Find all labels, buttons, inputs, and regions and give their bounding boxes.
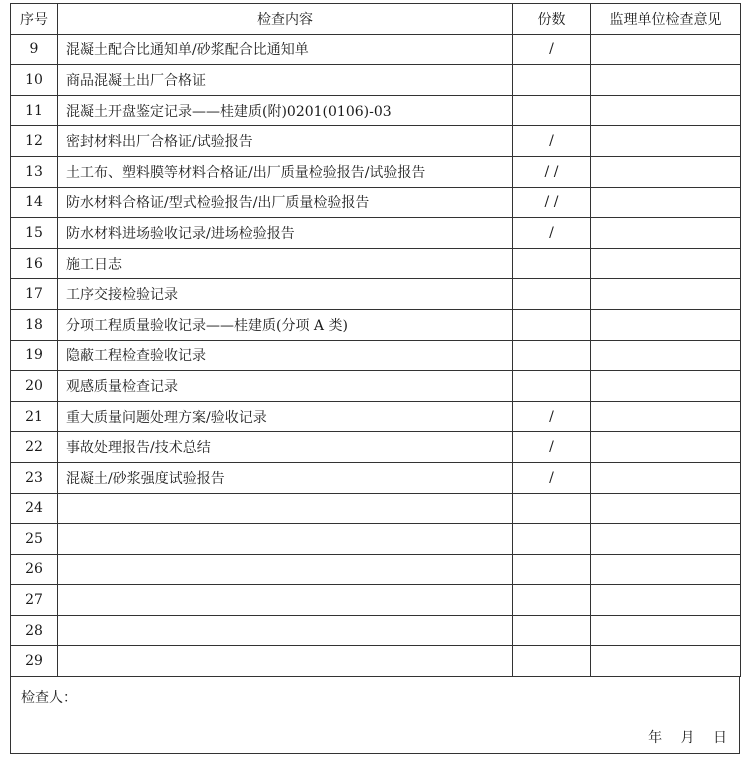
table-row	[11, 646, 741, 677]
table-row	[11, 95, 741, 126]
row-opinion	[591, 65, 741, 96]
row-copies: /	[513, 401, 591, 432]
row-copies	[513, 248, 591, 279]
row-content: 密封材料出厂合格证/试验报告	[58, 126, 513, 157]
row-content: 防水材料进场验收记录/进场检验报告	[58, 218, 513, 249]
row-number: 28	[11, 615, 58, 646]
table-row	[11, 156, 741, 187]
row-content	[58, 615, 513, 646]
row-content: 混凝土开盘鉴定记录——桂建质(附)0201(0106)-03	[58, 95, 513, 126]
table-row	[11, 340, 741, 371]
row-content: 施工日志	[58, 248, 513, 279]
row-copies	[513, 554, 591, 585]
table-row	[11, 218, 741, 249]
row-number: 17	[11, 279, 58, 310]
row-number: 21	[11, 401, 58, 432]
row-copies: /	[513, 218, 591, 249]
row-content: 商品混凝土出厂合格证	[58, 65, 513, 96]
row-opinion	[591, 34, 741, 65]
row-copies	[513, 585, 591, 616]
row-opinion	[591, 462, 741, 493]
table-body	[11, 34, 741, 676]
row-number: 29	[11, 646, 58, 677]
row-number: 20	[11, 371, 58, 402]
row-number: 10	[11, 65, 58, 96]
row-number: 25	[11, 524, 58, 555]
row-content: 防水材料合格证/型式检验报告/出厂质量检验报告	[58, 187, 513, 218]
table-row	[11, 585, 741, 616]
table-row	[11, 493, 741, 524]
row-number: 16	[11, 248, 58, 279]
row-copies	[513, 493, 591, 524]
date-label: 年 月 日	[648, 730, 727, 747]
row-number: 24	[11, 493, 58, 524]
row-opinion	[591, 95, 741, 126]
table-row	[11, 401, 741, 432]
row-opinion	[591, 187, 741, 218]
header-seq: 序号	[11, 4, 58, 35]
row-number: 12	[11, 126, 58, 157]
row-number: 14	[11, 187, 58, 218]
row-content: 混凝土配合比通知单/砂浆配合比通知单	[58, 34, 513, 65]
row-opinion	[591, 248, 741, 279]
row-copies	[513, 309, 591, 340]
row-copies: / /	[513, 156, 591, 187]
row-copies	[513, 615, 591, 646]
row-copies	[513, 340, 591, 371]
table-row	[11, 309, 741, 340]
table-row	[11, 279, 741, 310]
row-copies	[513, 95, 591, 126]
inspection-form	[10, 3, 740, 754]
table-row	[11, 462, 741, 493]
table-row	[11, 554, 741, 585]
table-row	[11, 524, 741, 555]
row-number: 15	[11, 218, 58, 249]
row-opinion	[591, 401, 741, 432]
row-opinion	[591, 524, 741, 555]
row-content	[58, 493, 513, 524]
table-row	[11, 65, 741, 96]
row-content: 分项工程质量验收记录——桂建质(分项 A 类)	[58, 309, 513, 340]
table-row	[11, 248, 741, 279]
row-number: 11	[11, 95, 58, 126]
row-opinion	[591, 156, 741, 187]
row-content: 混凝土/砂浆强度试验报告	[58, 462, 513, 493]
row-opinion	[591, 126, 741, 157]
row-opinion	[591, 493, 741, 524]
row-opinion	[591, 554, 741, 585]
inspection-table	[10, 3, 741, 677]
row-copies: /	[513, 34, 591, 65]
row-copies	[513, 65, 591, 96]
row-number: 9	[11, 34, 58, 65]
row-number: 27	[11, 585, 58, 616]
row-opinion	[591, 218, 741, 249]
header-content: 检查内容	[58, 4, 513, 35]
row-content: 重大质量问题处理方案/验收记录	[58, 401, 513, 432]
row-content: 土工布、塑料膜等材料合格证/出厂质量检验报告/试验报告	[58, 156, 513, 187]
row-opinion	[591, 615, 741, 646]
row-copies	[513, 646, 591, 677]
row-copies	[513, 279, 591, 310]
form-footer	[10, 677, 740, 754]
row-opinion	[591, 646, 741, 677]
row-content: 事故处理报告/技术总结	[58, 432, 513, 463]
row-copies	[513, 371, 591, 402]
table-row	[11, 126, 741, 157]
row-content	[58, 524, 513, 555]
row-number: 13	[11, 156, 58, 187]
row-number: 22	[11, 432, 58, 463]
row-copies: /	[513, 462, 591, 493]
row-opinion	[591, 279, 741, 310]
table-row	[11, 615, 741, 646]
row-opinion	[591, 340, 741, 371]
row-copies: / /	[513, 187, 591, 218]
row-opinion	[591, 585, 741, 616]
row-number: 18	[11, 309, 58, 340]
row-content: 观感质量检查记录	[58, 371, 513, 402]
row-number: 23	[11, 462, 58, 493]
row-content: 工序交接检验记录	[58, 279, 513, 310]
header-opinion: 监理单位检查意见	[591, 4, 741, 35]
table-row	[11, 432, 741, 463]
row-copies: /	[513, 432, 591, 463]
table-header-row	[11, 4, 741, 35]
row-number: 26	[11, 554, 58, 585]
row-content	[58, 646, 513, 677]
header-copies: 份数	[513, 4, 591, 35]
row-number: 19	[11, 340, 58, 371]
row-content	[58, 554, 513, 585]
table-row	[11, 34, 741, 65]
row-content: 隐蔽工程检查验收记录	[58, 340, 513, 371]
row-opinion	[591, 371, 741, 402]
table-row	[11, 187, 741, 218]
row-opinion	[591, 432, 741, 463]
table-row	[11, 371, 741, 402]
row-copies	[513, 524, 591, 555]
row-content	[58, 585, 513, 616]
row-copies: /	[513, 126, 591, 157]
row-opinion	[591, 309, 741, 340]
inspector-label: 检查人：	[21, 690, 77, 707]
